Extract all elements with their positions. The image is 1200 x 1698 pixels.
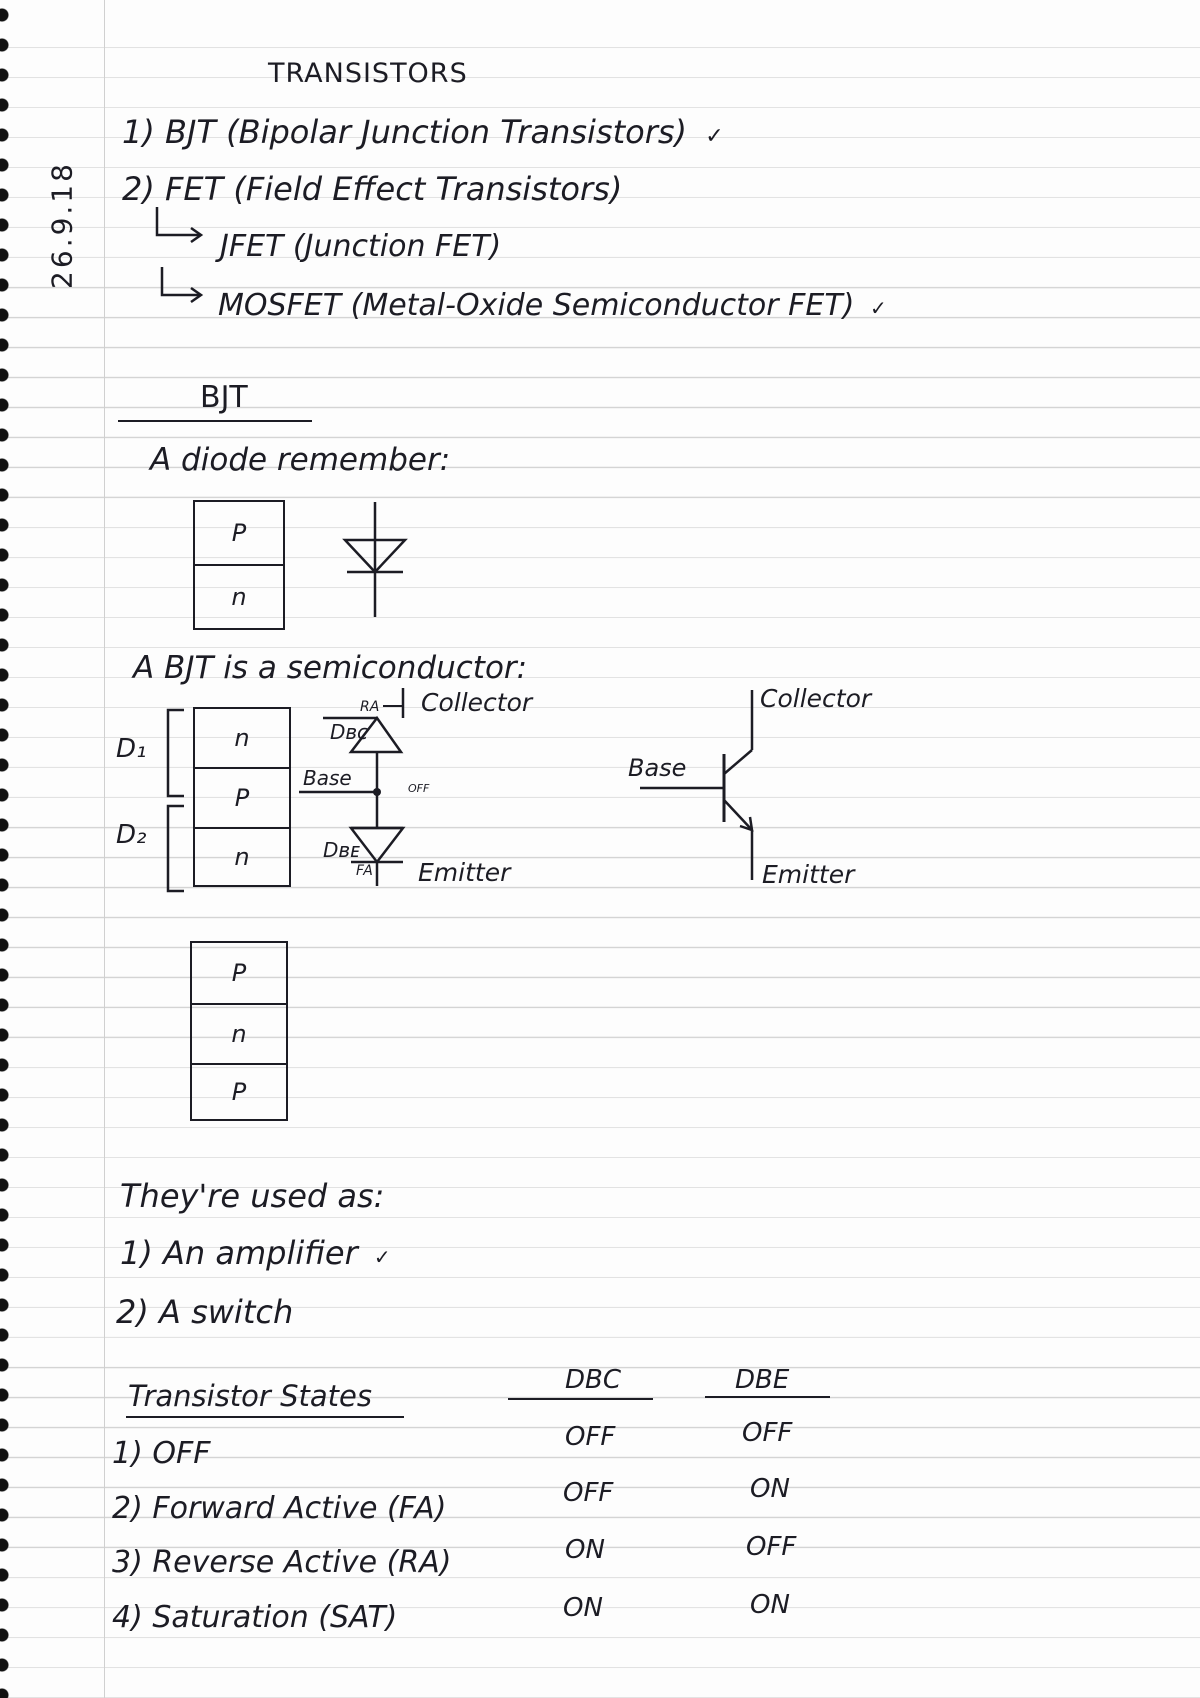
list-item <box>122 170 623 208</box>
state-label: 4) Saturation (SAT) <box>112 1600 398 1635</box>
item-text: 2) FET (Field Effect Transistors) <box>122 170 623 208</box>
list-item <box>120 1234 391 1272</box>
sub-arrow-icon <box>155 205 215 245</box>
fa-label: FA <box>356 863 373 879</box>
dbe-value: OFF <box>742 1418 793 1448</box>
item-text: 1) An amplifier <box>120 1234 358 1272</box>
d1-label: D₁ <box>116 734 147 764</box>
dbe-value: ON <box>750 1590 790 1620</box>
symbol-emitter-label: Emitter <box>762 860 855 889</box>
ra-label: RA <box>360 699 380 715</box>
list-item <box>122 113 724 151</box>
symbol-collector-label: Collector <box>760 684 872 713</box>
table-header-dbe: DBE <box>735 1365 790 1395</box>
state-label: 2) Forward Active (FA) <box>112 1491 447 1526</box>
heading-underline <box>118 420 312 422</box>
item-text: JFET (Junction FET) <box>220 229 502 264</box>
state-label: 1) OFF <box>112 1436 211 1471</box>
margin-line <box>104 0 105 1698</box>
sub-arrow-icon <box>160 265 220 305</box>
item-text: MOSFET (Metal-Oxide Semiconductor FET) <box>218 288 855 323</box>
bracket-icon <box>160 706 190 896</box>
pnp-layers <box>190 941 288 1121</box>
dbc-value: ON <box>563 1593 603 1623</box>
off-label: OFF <box>408 782 430 795</box>
dbc-value: ON <box>565 1535 605 1565</box>
section-heading: BJT <box>200 380 248 415</box>
diode-intro: A diode remember: <box>150 442 451 478</box>
header-underline <box>508 1398 653 1400</box>
dbc-label: Dʙᴄ <box>330 720 368 744</box>
layer-p: P <box>231 519 247 547</box>
list-item <box>116 1293 294 1331</box>
diode-pn-diagram <box>193 500 285 630</box>
table-header-dbc: DBC <box>565 1365 622 1395</box>
table-header-states: Transistor States <box>128 1379 372 1413</box>
npn-layers <box>193 707 291 887</box>
spiral-binding <box>0 0 16 1698</box>
npn-transistor-symbol-icon <box>640 690 760 890</box>
layer-n: n <box>195 827 289 885</box>
list-item <box>218 288 887 323</box>
emitter-label: Emitter <box>418 858 511 887</box>
header-underline <box>705 1396 830 1398</box>
symbol-base-label: Base <box>628 754 687 782</box>
check-mark: ✓ <box>373 1245 391 1269</box>
date: 26.9.18 <box>45 161 79 289</box>
layer-p: P <box>195 767 289 827</box>
layer-n: n <box>234 724 250 752</box>
item-text: 1) BJT (Bipolar Junction Transistors) <box>122 113 688 151</box>
collector-label: Collector <box>421 688 533 717</box>
layer-n: n <box>192 1003 286 1063</box>
check-mark: ✓ <box>705 124 724 149</box>
base-label: Base <box>303 766 352 790</box>
check-mark: ✓ <box>869 296 887 320</box>
diode-symbol-icon <box>337 502 417 622</box>
bjt-intro: A BJT is a semiconductor: <box>133 650 528 686</box>
dbe-value: OFF <box>746 1532 797 1562</box>
layer-n: n <box>195 564 283 628</box>
layer-p: P <box>231 959 247 987</box>
d2-label: D₂ <box>116 820 147 850</box>
dbe-value: ON <box>750 1474 790 1504</box>
list-item <box>220 229 502 264</box>
state-label: 3) Reverse Active (RA) <box>112 1545 452 1580</box>
dbc-value: OFF <box>563 1478 614 1508</box>
header-underline <box>126 1416 404 1418</box>
dbe-label: Dʙᴇ <box>323 838 360 862</box>
item-text: 2) A switch <box>116 1293 294 1331</box>
layer-p: P <box>192 1063 286 1119</box>
uses-heading: They're used as: <box>120 1177 385 1215</box>
dbc-value: OFF <box>565 1422 616 1452</box>
page-title: TRANSISTORS <box>268 58 468 89</box>
